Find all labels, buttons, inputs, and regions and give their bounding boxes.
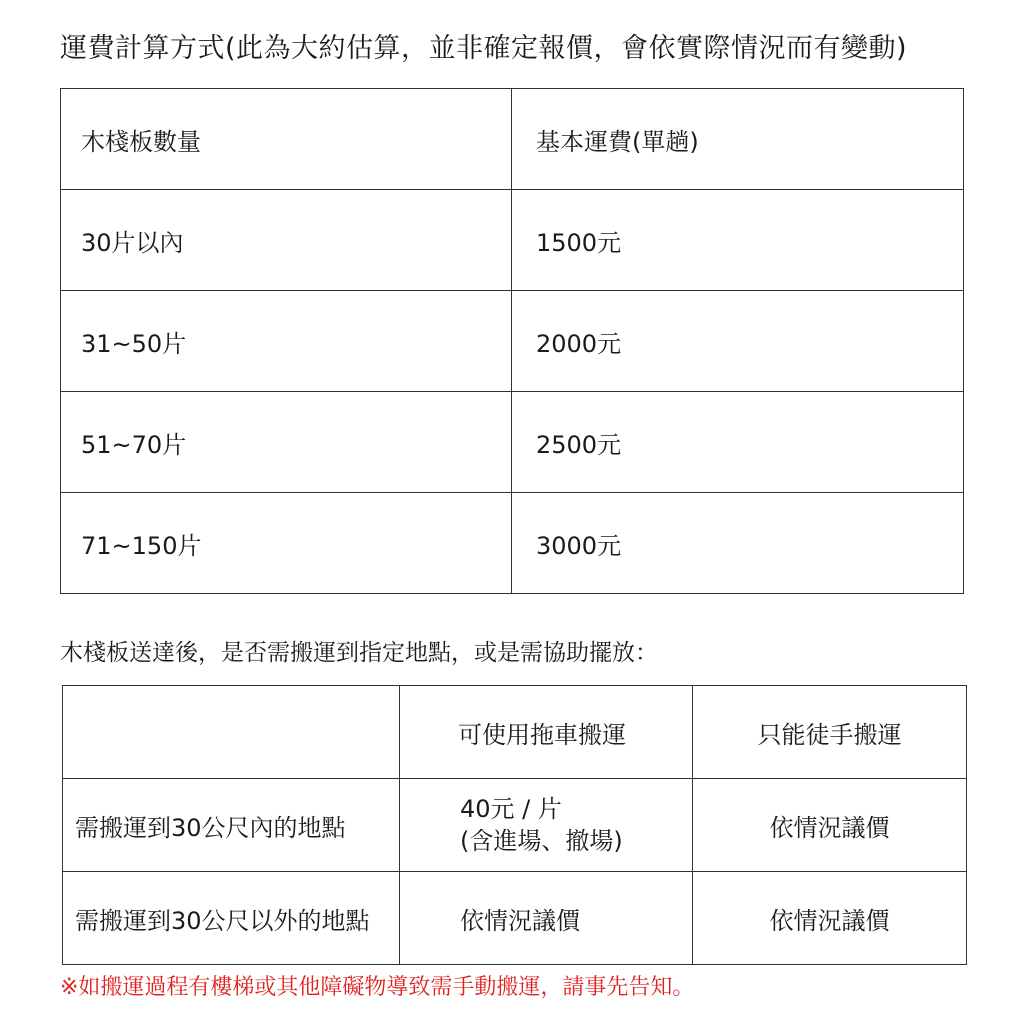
header-base-fee: 基本運費(單趟): [512, 89, 964, 190]
delivery-note: 木棧板送達後，是否需搬運到指定地點，或是需協助擺放：: [60, 640, 658, 666]
cart-fee-cell: [400, 779, 693, 872]
table-row: [61, 493, 964, 594]
table-row: [61, 291, 964, 392]
quantity-cell: 30片以內: [61, 190, 512, 291]
quantity-cell: 71~150片: [61, 493, 512, 594]
quantity-cell: 31~50片: [61, 291, 512, 392]
table-header-row: [63, 686, 967, 779]
distance-label-cell: 需搬運到30公尺內的地點: [63, 779, 400, 872]
header-cart-carry: 可使用拖車搬運: [400, 686, 693, 779]
table-header-row: [61, 89, 964, 190]
cart-fee-detail: (含進場、撤場): [460, 827, 623, 855]
distance-label-cell: 需搬運到30公尺以外的地點: [63, 872, 400, 965]
stairs-warning-note: ※如搬運過程有樓梯或其他障礙物導致需手動搬運，請事先告知。: [60, 975, 695, 1000]
fee-cell: 2000元: [512, 291, 964, 392]
quantity-cell: 51~70片: [61, 392, 512, 493]
fee-cell: 1500元: [512, 190, 964, 291]
header-pallet-quantity: 木棧板數量: [61, 89, 512, 190]
table-row: [61, 190, 964, 291]
shipping-rate-table: [60, 88, 964, 594]
fee-cell: 2500元: [512, 392, 964, 493]
cart-fee-price: 40元 / 片: [460, 795, 562, 823]
carrying-fee-table: [62, 685, 967, 965]
table-row: [63, 779, 967, 872]
header-manual-carry: 只能徒手搬運: [693, 686, 967, 779]
table-row: [61, 392, 964, 493]
table-row: [63, 872, 967, 965]
manual-fee-cell: 依情況議價: [693, 872, 967, 965]
page-title: 運費計算方式(此為大約估算，並非確定報價，會依實際情況而有變動): [60, 33, 908, 64]
cart-fee-cell: 依情況議價: [400, 872, 693, 965]
empty-corner-cell: [63, 686, 400, 779]
fee-cell: 3000元: [512, 493, 964, 594]
manual-fee-cell: 依情況議價: [693, 779, 967, 872]
